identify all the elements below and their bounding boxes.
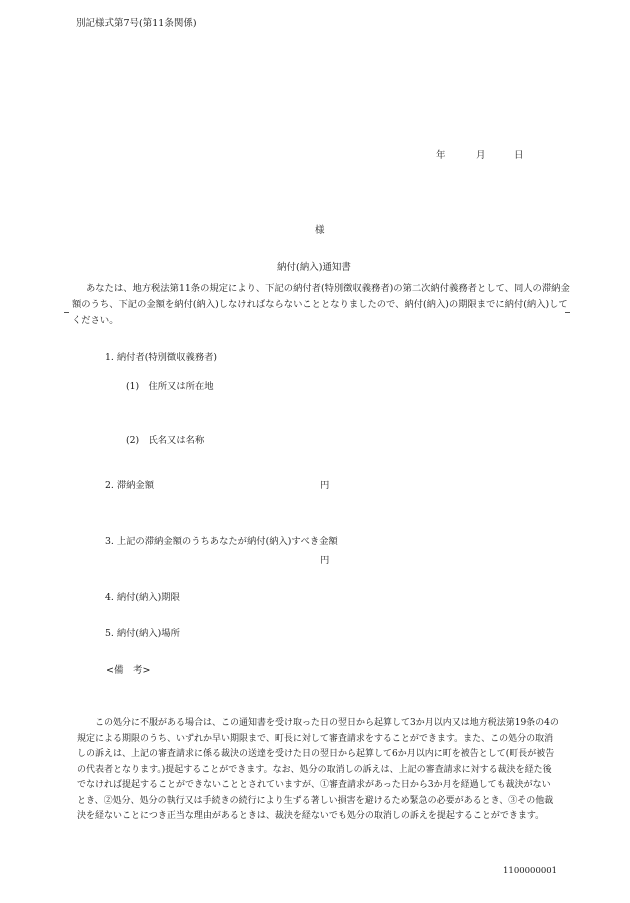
date-month-label: 月 — [476, 150, 486, 161]
intro-paragraph: あなたは、地方税法第11条の規定により、下記の納付者(特別徴収義務者)の第二次納付義務者として、同人の滞納金額のうち、下記の金額を納付(納入)しなければならないこととなりましたので、納付(納入)の期限までに納付(納入)してください。 — [72, 283, 570, 326]
item-3-unit: 円 — [320, 555, 330, 566]
item-4-deadline: 4. 納付(納入)期限 — [105, 592, 180, 603]
document-number: 1100000001 — [503, 866, 558, 876]
fold-mark-left — [64, 312, 69, 313]
item-1-address: (1) 住所又は所在地 — [126, 381, 214, 392]
form-id: 別記様式第7号(第11条関係) — [76, 18, 197, 29]
date-day-label: 日 — [514, 150, 524, 161]
remarks-heading: <備 考> — [106, 665, 151, 676]
item-3-amount-due: 3. 上記の滞納金額のうちあなたが納付(納入)すべき金額 — [105, 536, 338, 547]
item-1-name: (2) 氏名又は名称 — [126, 435, 205, 446]
item-2-unit: 円 — [320, 480, 330, 491]
date-year-label: 年 — [436, 150, 446, 161]
document-title: 納付(納入)通知書 — [277, 262, 351, 273]
item-1-taxpayer: 1. 納付者(特別徴収義務者) — [105, 352, 218, 363]
item-5-place: 5. 納付(納入)場所 — [105, 628, 180, 639]
addressee-honorific: 様 — [315, 225, 325, 236]
appeal-notice: この処分に不服がある場合は、この通知書を受け取った日の翌日から起算して3か月以内又は地方税法第19条の4の規定による期限のうち、いずれか早い期限まで、町長に対して審査請求をすることができます。また、この処分の取消しの訴えは、上記の審査請求に係る裁決の送達を受けた日の翌日から起算して6か月以内に町を被告として(町長が被告の代表者となります。)提起することができます。なお、処分の取消しの訴えは、上記の審査請求に対する裁決を経た後でなければ提起することができないこととされていますが、①審査請求があった日から3か月を経過しても裁決がないとき、②処分、処分の執行又は手続きの続行により生ずる著しい損害を避けるため緊急の必要があるとき、③その他裁決を経ないことにつき正当な理由があるときは、裁決を経ないでも処分の取消しの訴えを提起することができます。 — [77, 718, 559, 821]
item-2-arrears: 2. 滞納金額 — [105, 480, 155, 491]
